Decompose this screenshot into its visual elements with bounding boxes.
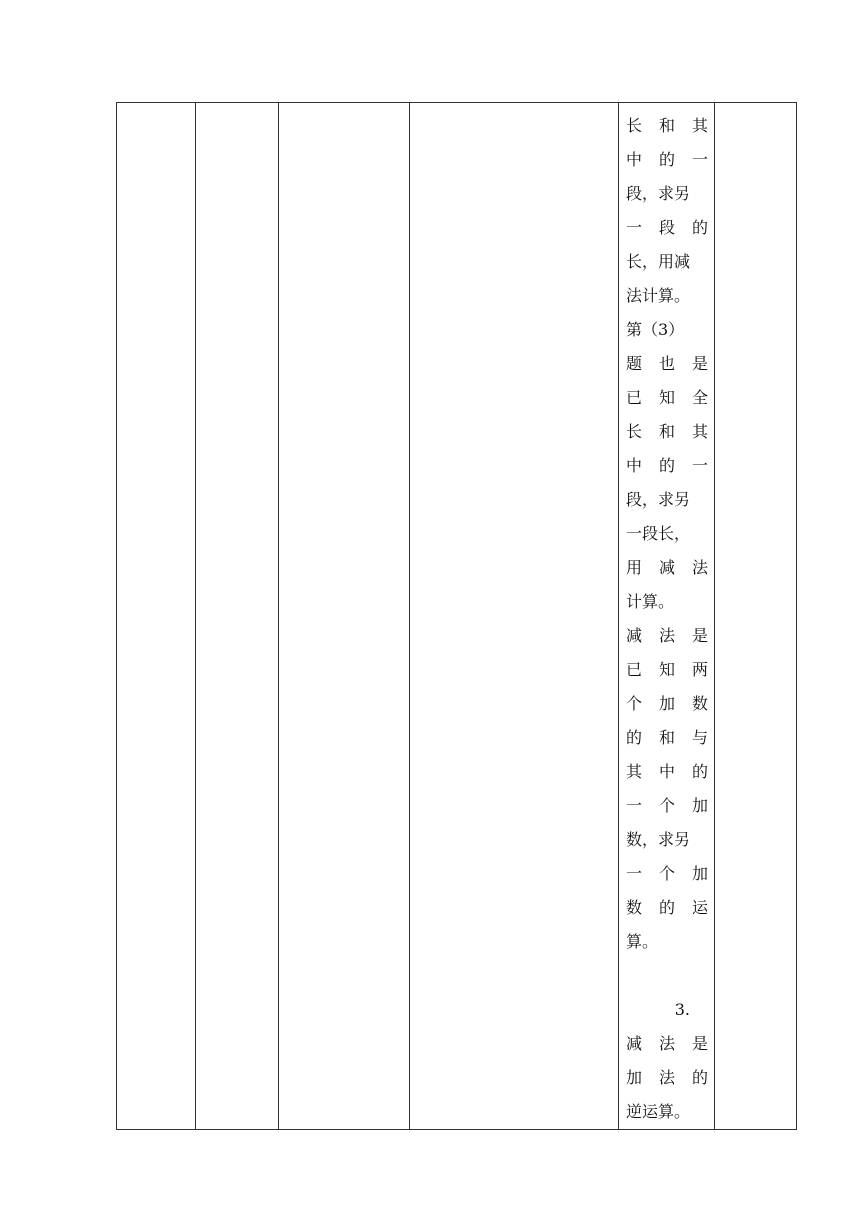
notes-char: 加 bbox=[691, 864, 708, 883]
notes-char: 一 bbox=[626, 796, 643, 815]
notes-line: 第（3） bbox=[626, 320, 685, 339]
notes-line bbox=[626, 143, 708, 177]
notes-char: 减 bbox=[626, 626, 643, 645]
notes-line bbox=[626, 211, 708, 245]
notes-line bbox=[626, 551, 708, 585]
notes-char: 中 bbox=[626, 456, 643, 475]
notes-char: 的 bbox=[658, 150, 675, 169]
notes-line: 一段长， bbox=[626, 524, 691, 543]
table-cell-col4 bbox=[410, 103, 619, 1130]
notes-char: 已 bbox=[626, 388, 643, 407]
notes-char: 和 bbox=[658, 116, 675, 135]
notes-char: 一 bbox=[626, 218, 643, 237]
notes-char: 中 bbox=[658, 762, 675, 781]
notes-char: 个 bbox=[626, 694, 643, 713]
notes-char: 法 bbox=[658, 626, 675, 645]
notes-cell bbox=[619, 103, 715, 1130]
notes-line bbox=[626, 789, 708, 823]
notes-char: 一 bbox=[691, 456, 708, 475]
notes-char: 中 bbox=[626, 150, 643, 169]
notes-line: 计算。 bbox=[626, 592, 675, 611]
notes-char: 法 bbox=[658, 1068, 675, 1087]
notes-char: 一 bbox=[626, 864, 643, 883]
notes-char: 数 bbox=[626, 898, 643, 917]
notes-char: 的 bbox=[691, 218, 708, 237]
notes-char: 和 bbox=[658, 728, 675, 747]
notes-blank-line bbox=[626, 959, 708, 993]
notes-line bbox=[626, 619, 708, 653]
notes-line bbox=[626, 1061, 708, 1095]
notes-char: 其 bbox=[691, 116, 708, 135]
notes-line bbox=[626, 687, 708, 721]
notes-line: 3. bbox=[674, 1000, 690, 1019]
notes-char: 也 bbox=[658, 354, 675, 373]
notes-char: 其 bbox=[626, 762, 643, 781]
table-cell-col2 bbox=[196, 103, 279, 1130]
notes-line: 数，求另 bbox=[626, 830, 691, 849]
notes-char: 与 bbox=[691, 728, 708, 747]
notes-char: 的 bbox=[691, 762, 708, 781]
notes-line: 段，求另 bbox=[626, 490, 691, 509]
notes-char: 段 bbox=[658, 218, 675, 237]
notes-line bbox=[626, 653, 708, 687]
lesson-plan-table bbox=[116, 102, 797, 1130]
notes-line bbox=[626, 1027, 708, 1061]
notes-line bbox=[626, 449, 708, 483]
notes-line bbox=[626, 347, 708, 381]
notes-char: 已 bbox=[626, 660, 643, 679]
notes-line bbox=[626, 381, 708, 415]
notes-line: 长，用减 bbox=[626, 252, 691, 271]
notes-char: 减 bbox=[658, 558, 675, 577]
notes-char: 一 bbox=[691, 150, 708, 169]
notes-char: 加 bbox=[626, 1068, 643, 1087]
notes-char: 是 bbox=[691, 626, 708, 645]
notes-line bbox=[626, 415, 708, 449]
notes-line bbox=[626, 109, 708, 143]
notes-char: 长 bbox=[626, 116, 643, 135]
notes-char: 题 bbox=[626, 354, 643, 373]
notes-char: 知 bbox=[658, 660, 675, 679]
notes-char: 用 bbox=[626, 558, 643, 577]
table-cell-col6 bbox=[715, 103, 797, 1130]
notes-char: 个 bbox=[658, 864, 675, 883]
notes-char: 是 bbox=[691, 1034, 708, 1053]
notes-line: 逆运算。 bbox=[626, 1102, 691, 1121]
notes-char: 法 bbox=[691, 558, 708, 577]
notes-char: 全 bbox=[691, 388, 708, 407]
notes-char: 个 bbox=[658, 796, 675, 815]
notes-char: 加 bbox=[658, 694, 675, 713]
table-row bbox=[117, 103, 797, 1130]
table-cell-col1 bbox=[117, 103, 196, 1130]
notes-char: 知 bbox=[658, 388, 675, 407]
notes-char: 长 bbox=[626, 422, 643, 441]
notes-line: 法计算。 bbox=[626, 286, 691, 305]
notes-char: 是 bbox=[691, 354, 708, 373]
notes-char: 运 bbox=[691, 898, 708, 917]
notes-char: 法 bbox=[658, 1034, 675, 1053]
notes-line bbox=[626, 755, 708, 789]
notes-line bbox=[626, 721, 708, 755]
notes-char: 和 bbox=[658, 422, 675, 441]
notes-char: 的 bbox=[691, 1068, 708, 1087]
notes-char: 其 bbox=[691, 422, 708, 441]
notes-char: 的 bbox=[658, 898, 675, 917]
notes-char: 减 bbox=[626, 1034, 643, 1053]
table-cell-col3 bbox=[279, 103, 410, 1130]
notes-char: 两 bbox=[691, 660, 708, 679]
notes-line bbox=[626, 891, 708, 925]
notes-char: 数 bbox=[691, 694, 708, 713]
notes-line: 算。 bbox=[626, 932, 659, 951]
notes-char: 的 bbox=[658, 456, 675, 475]
notes-char: 加 bbox=[691, 796, 708, 815]
notes-line bbox=[626, 857, 708, 891]
notes-char: 的 bbox=[626, 728, 643, 747]
notes-line: 段，求另 bbox=[626, 184, 691, 203]
